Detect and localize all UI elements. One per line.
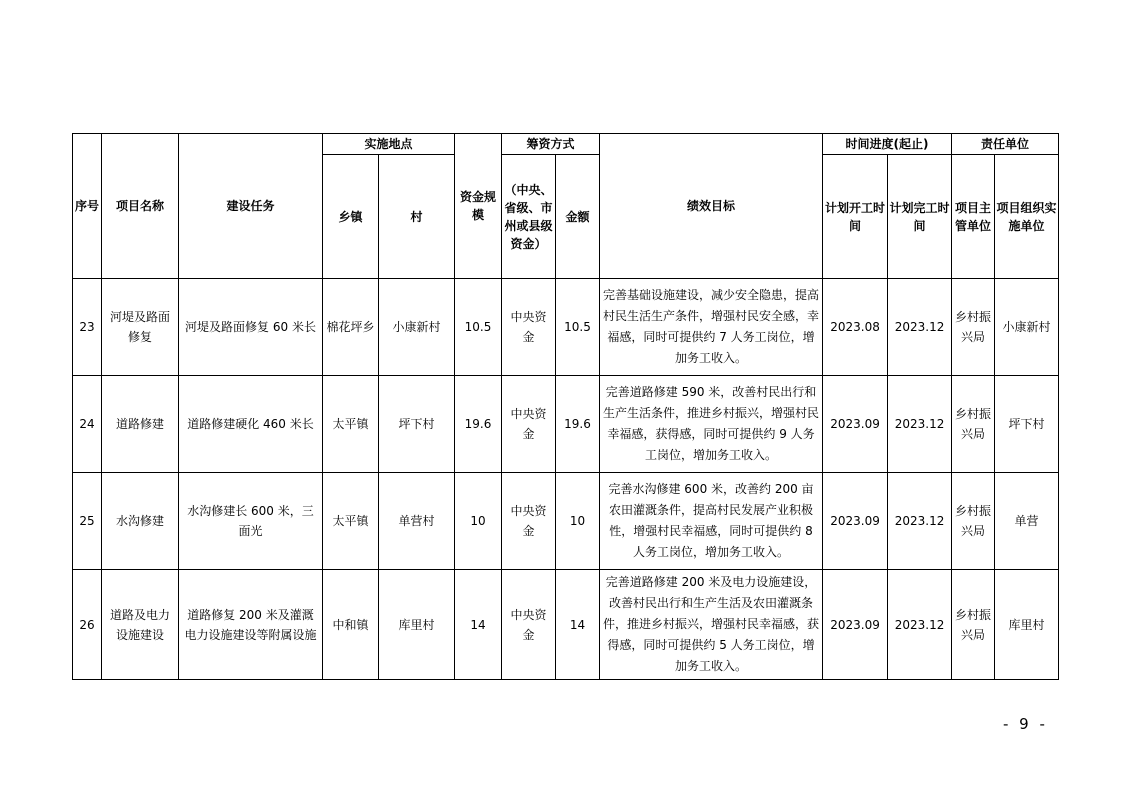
header-seq: 序号 <box>73 134 102 279</box>
cell-dept: 乡村振兴局 <box>952 376 995 473</box>
header-name: 项目名称 <box>102 134 179 279</box>
header-schedule: 时间进度(起止) <box>823 134 952 155</box>
header-amount: 金额 <box>556 155 600 279</box>
table-row <box>73 473 1059 570</box>
cell-name: 河堤及路面修复 <box>102 279 179 376</box>
cell-village: 小康新村 <box>379 279 455 376</box>
header-task: 建设任务 <box>179 134 323 279</box>
cell-task: 道路修复 200 米及灌溉电力设施建设等附属设施 <box>179 570 323 680</box>
cell-org: 单营 <box>995 473 1059 570</box>
cell-dept: 乡村振兴局 <box>952 473 995 570</box>
cell-goal: 完善道路修建 200 米及电力设施建设，改善村民出行和生产生活及农田灌溉条件，推进乡村振兴，增强村民幸福感，获得感，同时可提供约 5 人务工岗位，增加务工收入。 <box>600 570 823 680</box>
cell-end: 2023.12 <box>888 376 952 473</box>
cell-scale: 10 <box>455 473 502 570</box>
cell-org: 坪下村 <box>995 376 1059 473</box>
cell-source: 中央资金 <box>502 473 556 570</box>
cell-name: 道路及电力设施建设 <box>102 570 179 680</box>
cell-org: 小康新村 <box>995 279 1059 376</box>
cell-start: 2023.08 <box>823 279 888 376</box>
cell-dept: 乡村振兴局 <box>952 279 995 376</box>
cell-amount: 14 <box>556 570 600 680</box>
cell-scale: 10.5 <box>455 279 502 376</box>
header-end: 计划完工时间 <box>888 155 952 279</box>
cell-name: 水沟修建 <box>102 473 179 570</box>
cell-village: 坪下村 <box>379 376 455 473</box>
cell-start: 2023.09 <box>823 473 888 570</box>
header-responsible: 责任单位 <box>952 134 1059 155</box>
cell-seq: 25 <box>73 473 102 570</box>
cell-township: 太平镇 <box>323 473 379 570</box>
cell-end: 2023.12 <box>888 279 952 376</box>
cell-amount: 10.5 <box>556 279 600 376</box>
header-township: 乡镇 <box>323 155 379 279</box>
cell-task: 水沟修建长 600 米，三面光 <box>179 473 323 570</box>
table-row <box>73 376 1059 473</box>
cell-task: 道路修建硬化 460 米长 <box>179 376 323 473</box>
header-scale: 资金规模 <box>455 134 502 279</box>
header-dept: 项目主管单位 <box>952 155 995 279</box>
cell-scale: 19.6 <box>455 376 502 473</box>
cell-scale: 14 <box>455 570 502 680</box>
header-funding: 筹资方式 <box>502 134 600 155</box>
cell-org: 库里村 <box>995 570 1059 680</box>
cell-township: 中和镇 <box>323 570 379 680</box>
cell-name: 道路修建 <box>102 376 179 473</box>
cell-village: 库里村 <box>379 570 455 680</box>
header-goal: 绩效目标 <box>600 134 823 279</box>
table-row <box>73 279 1059 376</box>
header-source: （中央、省级、市州或县级资金） <box>502 155 556 279</box>
page-number: - 9 - <box>1003 715 1048 733</box>
cell-goal: 完善水沟修建 600 米，改善约 200 亩农田灌溉条件，提高村民发展产业积极性，增强村民幸福感，同时可提供约 8 人务工岗位，增加务工收入。 <box>600 473 823 570</box>
header-location: 实施地点 <box>323 134 455 155</box>
cell-source: 中央资金 <box>502 376 556 473</box>
header-village: 村 <box>379 155 455 279</box>
cell-end: 2023.12 <box>888 570 952 680</box>
cell-dept: 乡村振兴局 <box>952 570 995 680</box>
cell-village: 单营村 <box>379 473 455 570</box>
cell-task: 河堤及路面修复 60 米长 <box>179 279 323 376</box>
table-row <box>73 570 1059 680</box>
cell-source: 中央资金 <box>502 570 556 680</box>
project-table <box>72 133 1059 680</box>
cell-seq: 26 <box>73 570 102 680</box>
header-org: 项目组织实施单位 <box>995 155 1059 279</box>
cell-township: 棉花坪乡 <box>323 279 379 376</box>
cell-amount: 10 <box>556 473 600 570</box>
cell-source: 中央资金 <box>502 279 556 376</box>
cell-start: 2023.09 <box>823 376 888 473</box>
cell-goal: 完善基础设施建设，减少安全隐患，提高村民生活生产条件，增强村民安全感，幸福感，同时可提供约 7 人务工岗位，增加务工收入。 <box>600 279 823 376</box>
cell-township: 太平镇 <box>323 376 379 473</box>
cell-amount: 19.6 <box>556 376 600 473</box>
cell-end: 2023.12 <box>888 473 952 570</box>
cell-start: 2023.09 <box>823 570 888 680</box>
header-start: 计划开工时间 <box>823 155 888 279</box>
cell-goal: 完善道路修建 590 米，改善村民出行和生产生活条件，推进乡村振兴，增强村民幸福感，获得感，同时可提供约 9 人务工岗位，增加务工收入。 <box>600 376 823 473</box>
cell-seq: 24 <box>73 376 102 473</box>
cell-seq: 23 <box>73 279 102 376</box>
